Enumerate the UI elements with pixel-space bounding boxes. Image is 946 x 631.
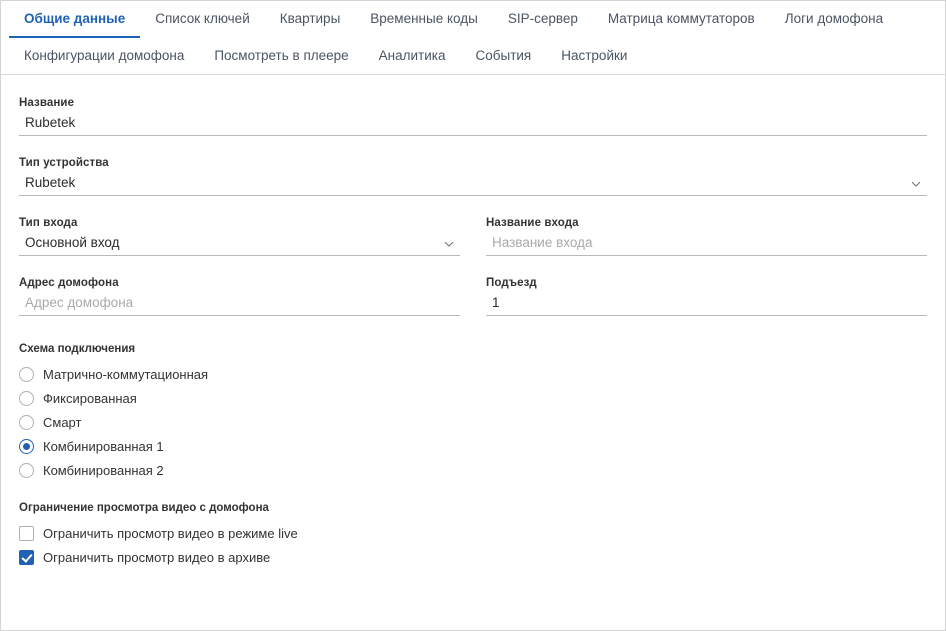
- field-device-type-label: Тип устройства: [19, 157, 109, 169]
- checkbox-icon[interactable]: [19, 526, 34, 541]
- radio-option-label: Матрично-коммутационная: [43, 366, 209, 382]
- tab-nastroyki[interactable]: [546, 38, 642, 74]
- checkbox-option-label: Ограничить просмотр видео в режиме live: [43, 525, 298, 541]
- field-intercom-address-label: Адрес домофона: [19, 277, 119, 289]
- checkbox-option-live[interactable]: [19, 522, 927, 544]
- tab-label: Аналитика: [378, 47, 446, 63]
- tab-obshchie-dannye[interactable]: [9, 1, 140, 38]
- radio-option-label: Смарт: [43, 414, 82, 430]
- radio-option-combined-1[interactable]: [19, 435, 927, 457]
- device-type-select[interactable]: Rubetek: [19, 173, 927, 196]
- primary-tabbar: [1, 1, 945, 38]
- tab-label: Квартиры: [279, 11, 341, 26]
- tab-posmotret-v-pleere[interactable]: [199, 38, 363, 74]
- tab-kvartiry[interactable]: [265, 1, 356, 38]
- checkbox-icon-checked[interactable]: [19, 550, 34, 565]
- radio-option-label: Комбинированная 1: [43, 438, 164, 454]
- field-entrance-type: [19, 217, 460, 256]
- tab-label: События: [475, 47, 532, 63]
- field-name: [19, 97, 927, 136]
- field-porch-label: Подъезд: [486, 277, 537, 289]
- tab-spisok-klyuchey[interactable]: [140, 1, 265, 38]
- radio-icon[interactable]: [19, 415, 34, 430]
- radio-option-smart[interactable]: [19, 411, 927, 433]
- tab-label: Временные коды: [370, 11, 478, 26]
- tab-logi-domofona[interactable]: [770, 1, 898, 38]
- row-address: [19, 277, 927, 337]
- tab-label: Конфигурации домофона: [24, 47, 185, 63]
- radio-icon[interactable]: [19, 367, 34, 382]
- tab-konfiguratsii-domofona[interactable]: [9, 38, 199, 74]
- tab-sobytiya[interactable]: [461, 38, 547, 74]
- radio-icon[interactable]: [19, 463, 34, 478]
- video-restriction-group: [19, 502, 927, 568]
- radio-icon-selected[interactable]: [19, 439, 34, 454]
- tab-label: Логи домофона: [784, 11, 884, 26]
- entrance-type-select[interactable]: Основной вход: [19, 233, 460, 256]
- connection-scheme-title: Схема подключения: [19, 343, 136, 355]
- radio-option-fixed[interactable]: [19, 387, 927, 409]
- general-data-form: [1, 75, 945, 568]
- tab-analitika[interactable]: [364, 38, 461, 74]
- field-name-label: Название: [19, 97, 75, 109]
- video-restriction-title: Ограничение просмотра видео с домофона: [19, 502, 269, 514]
- name-input[interactable]: Rubetek: [19, 113, 927, 136]
- field-entrance-type-label: Тип входа: [19, 217, 78, 229]
- tab-label: Матрица коммутаторов: [607, 11, 755, 26]
- tab-sip-server[interactable]: [493, 1, 593, 38]
- tab-matritsa-kommutatorov[interactable]: [593, 1, 770, 38]
- porch-input[interactable]: 1: [486, 293, 927, 316]
- intercom-address-input[interactable]: Адрес домофона: [19, 293, 460, 316]
- tab-label: SIP-сервер: [507, 11, 578, 26]
- radio-icon[interactable]: [19, 391, 34, 406]
- radio-option-combined-2[interactable]: [19, 459, 927, 481]
- entrance-name-input[interactable]: Название входа: [486, 233, 927, 256]
- radio-option-label: Комбинированная 2: [43, 462, 164, 478]
- checkbox-option-archive[interactable]: [19, 546, 927, 568]
- tab-label: Посмотреть в плеере: [214, 47, 349, 63]
- tab-label: Настройки: [561, 47, 628, 63]
- field-porch: [486, 277, 927, 316]
- secondary-tabbar: [1, 38, 945, 75]
- radio-option-label: Фиксированная: [43, 390, 137, 406]
- tab-label: Общие данные: [24, 11, 126, 26]
- connection-scheme-group: [19, 343, 927, 481]
- field-entrance-name: [486, 217, 927, 256]
- tab-vremennye-kody[interactable]: [355, 1, 493, 38]
- field-intercom-address: [19, 277, 460, 316]
- checkbox-option-label: Ограничить просмотр видео в архиве: [43, 549, 271, 565]
- tab-label: Список ключей: [155, 11, 250, 26]
- radio-option-matrix[interactable]: [19, 363, 927, 385]
- row-entrance: [19, 217, 927, 277]
- field-device-type: [19, 157, 927, 196]
- field-entrance-name-label: Название входа: [486, 217, 579, 229]
